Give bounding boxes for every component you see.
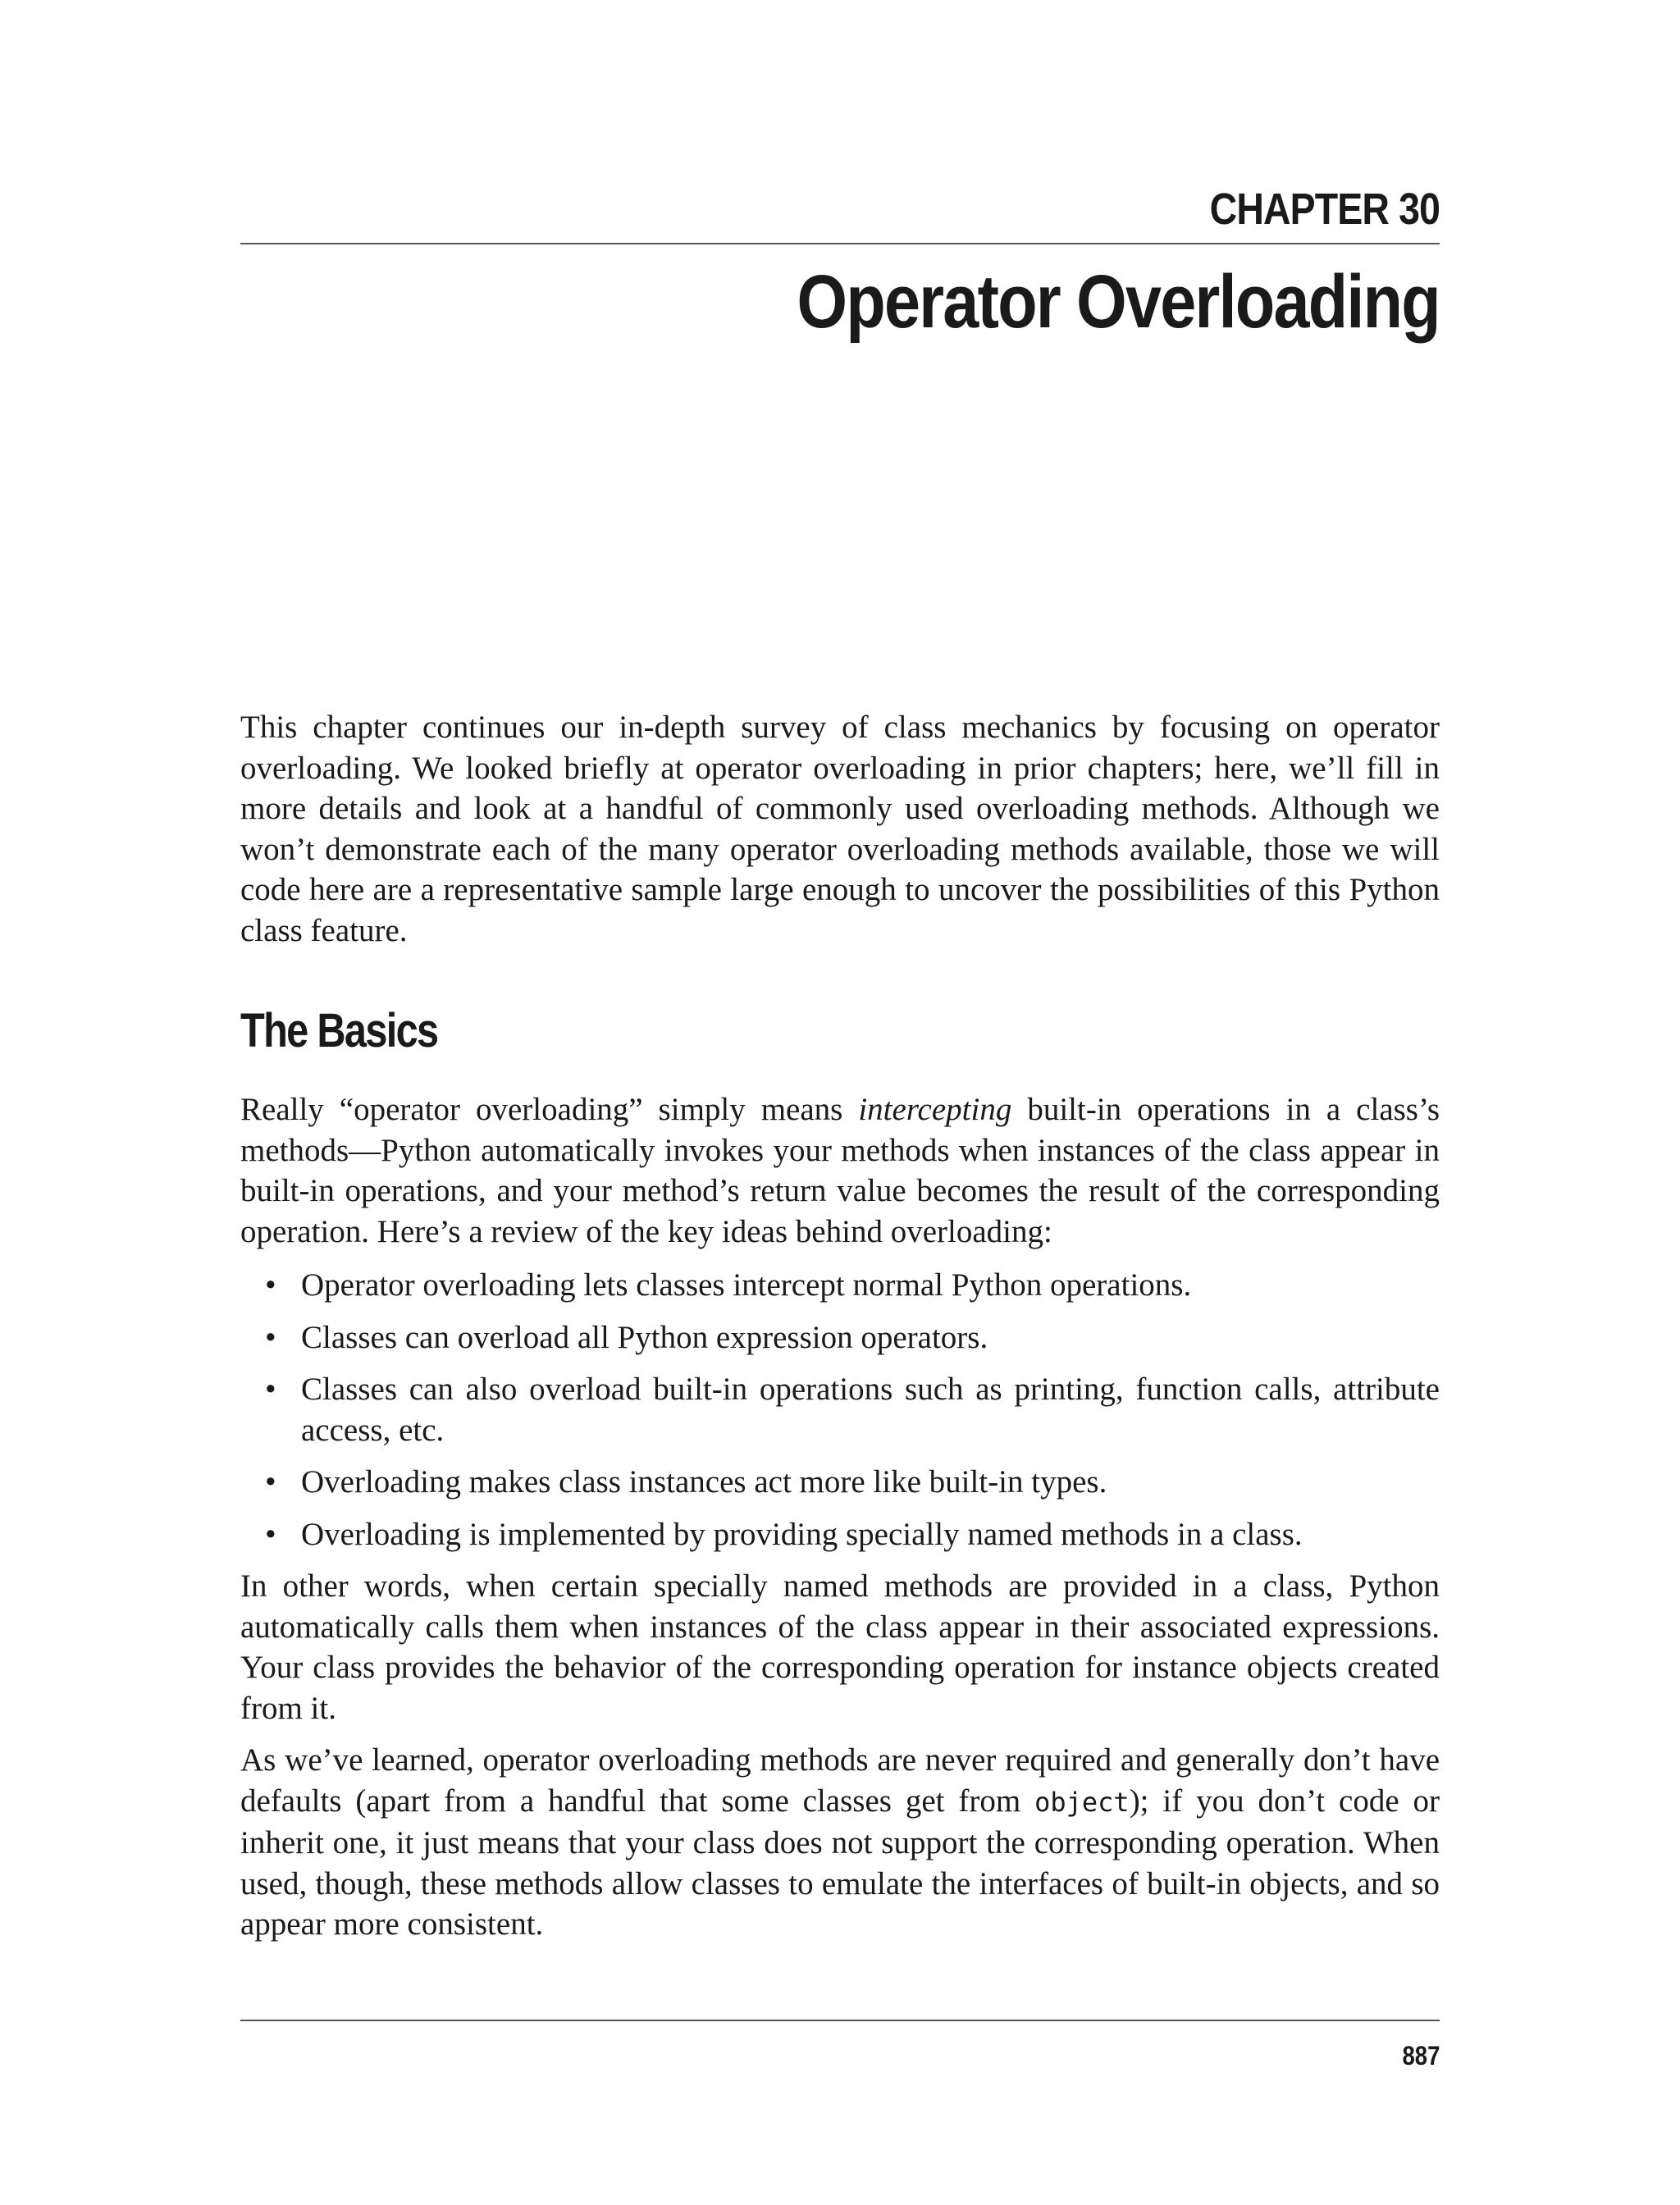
chapter-title: Operator Overloading <box>797 260 1440 344</box>
list-item <box>240 1265 1440 1306</box>
para1-text-start: Really “operator overloading” simply means <box>240 1092 859 1127</box>
list-item-text: Overloading is implemented by providing specially named methods in a class. <box>301 1516 1303 1552</box>
para3-text-start: As we’ve learned, operator overloading methods are never required and generally don’t have defaults (apart from a handful that some classes get from <box>240 1742 1440 1819</box>
footer-rule <box>240 2020 1440 2021</box>
book-page <box>240 0 1440 2205</box>
list-item-text: Operator overloading lets classes intercept normal Python operations. <box>301 1267 1192 1303</box>
para1-text-end: built-in operations in a class’s methods—Python automatically invokes your methods when instances of the class appear in built-in operations, and your method’s return value becomes the result of the corresponding operation. Here’s a review of the key ideas behind overloading: <box>240 1092 1440 1249</box>
list-item <box>240 1462 1440 1503</box>
basics-paragraph-3 <box>240 1740 1440 1945</box>
list-item-text: Overloading makes class instances act more like built-in types. <box>301 1464 1107 1500</box>
bullet-icon: • <box>265 1464 276 1500</box>
list-item <box>240 1369 1440 1450</box>
bullet-icon: • <box>265 1319 276 1355</box>
list-item <box>240 1317 1440 1358</box>
list-item-text: Classes can overload all Python expression operators. <box>301 1319 988 1355</box>
para3-text-end: ); if you don’t code or inherit one, it just means that your class does not support the corresponding operation. When used, though, these methods allow classes to emulate the interfaces of built-in objects, and so appear more consistent. <box>240 1783 1440 1942</box>
section-body <box>240 1089 1440 1945</box>
header-rule <box>240 243 1440 244</box>
page-number: 887 <box>1402 2041 1440 2070</box>
chapter-label: CHAPTER 30 <box>1209 185 1440 234</box>
list-item <box>240 1514 1440 1555</box>
basics-paragraph-2: In other words, when certain specially named methods are provided in a class, Python automatically calls them when instances of the class appear in their associated expressions. Your class provides the behavior of the corresponding operation for instance objects created from it. <box>240 1568 1440 1726</box>
section-heading: The Basics <box>240 1004 438 1057</box>
bullet-icon: • <box>265 1267 276 1303</box>
bullet-icon: • <box>265 1516 276 1552</box>
basics-paragraph-1 <box>240 1089 1440 1252</box>
para1-emphasis: intercepting <box>858 1092 1012 1127</box>
intro-paragraph: This chapter continues our in-depth survey of class mechanics by focusing on operator overloading. We looked briefly at operator overloading in prior chapters; here, we’ll fill in more details and look at a handful of commonly used overloading methods. Although we won’t demonstrate each of the many operator overloading methods available, those we will code here are a representative sample large enough to uncover the possibilities of this Python class feature. <box>240 710 1440 948</box>
list-item-text: Classes can also overload built-in operations such as printing, function calls, attribute access, etc. <box>301 1372 1440 1448</box>
bullet-icon: • <box>265 1372 276 1407</box>
key-ideas-list <box>240 1265 1440 1554</box>
inline-code: object <box>1034 1786 1130 1818</box>
